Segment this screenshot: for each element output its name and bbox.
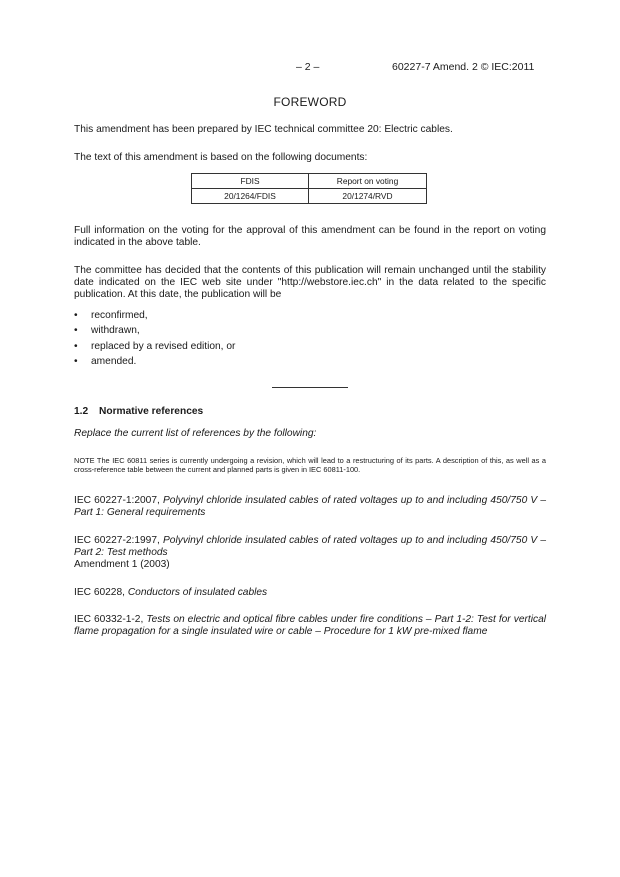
intro-paragraph: This amendment has been prepared by IEC technical committee 20: Electric cables. (74, 124, 453, 135)
bullet-icon: • (74, 355, 78, 367)
list-item (74, 356, 235, 371)
reference-entry (74, 614, 546, 638)
section-number: 1.2 (74, 406, 89, 417)
table-header-cell: FDIS (192, 174, 309, 189)
list-item (74, 341, 235, 356)
reference-id: IEC 60227-1:2007, (74, 495, 160, 506)
bullet-icon: • (74, 310, 78, 321)
table-header-row (192, 174, 427, 189)
section-divider (272, 387, 348, 388)
page-title: FOREWORD (273, 95, 347, 109)
documents-intro-paragraph: The text of this amendment is based on the following documents: (74, 152, 368, 163)
list-item (74, 325, 235, 340)
reference-id: IEC 60332-1-2, (74, 614, 144, 625)
section-heading (74, 406, 203, 417)
page-number: – 2 – (296, 61, 320, 73)
table-row (192, 189, 427, 204)
documents-table (191, 173, 427, 204)
list-item-text: amended. (91, 355, 137, 367)
reference-title: Polyvinyl chloride insulated cables of rated voltages up to and including 450/750 V – Part 1: General requirements (74, 495, 546, 518)
reference-title: Conductors of insulated cables (127, 587, 268, 598)
stability-paragraph: The committee has decided that the contents of this publication will remain unchanged until the stability date indicated on the IEC web site under "http://webstore.iec.ch" in the data related to the specific publication. At this date, the publication will be (74, 265, 546, 300)
table-header-cell: Report on voting (309, 174, 427, 189)
reference-amendment: Amendment 1 (2003) (74, 559, 170, 570)
reference-entry (74, 495, 546, 519)
reference-title: Tests on electric and optical fibre cables under fire conditions – Part 1-2: Test for vertical flame propagation for a single insulated wire or cable – Procedure for 1 kW pre-mixed flame (74, 614, 546, 637)
list-item (74, 310, 235, 325)
reference-id: IEC 60227-2:1997, (74, 535, 160, 546)
document-reference: 60227-7 Amend. 2 © IEC:2011 (392, 61, 535, 73)
list-item-text: withdrawn, (91, 325, 140, 337)
list-item-text: reconfirmed, (91, 310, 148, 321)
reference-id: IEC 60228, (74, 587, 125, 598)
section-title: Normative references (99, 406, 204, 417)
bullet-list (74, 310, 235, 371)
list-item-text: replaced by a revised edition, or (91, 340, 236, 352)
reference-title: Polyvinyl chloride insulated cables of rated voltages up to and including 450/750 V – Part 2: Test methods (74, 535, 546, 558)
reference-entry (74, 535, 546, 571)
table-cell: 20/1264/FDIS (192, 189, 309, 204)
bullet-icon: • (74, 340, 78, 352)
note-paragraph: NOTE The IEC 60811 series is currently undergoing a revision, which will lead to a restructuring of its parts. A description of this, as well as a cross-reference table between the current and planned parts is given in IEC 60811-100. (74, 456, 546, 475)
voting-info-paragraph: Full information on the voting for the approval of this amendment can be found in the report on voting indicated in the above table. (74, 225, 546, 248)
bullet-icon: • (74, 325, 78, 337)
reference-entry (74, 587, 546, 599)
table-cell: 20/1274/RVD (309, 189, 427, 204)
instruction-text: Replace the current list of references by the following: (74, 428, 317, 439)
